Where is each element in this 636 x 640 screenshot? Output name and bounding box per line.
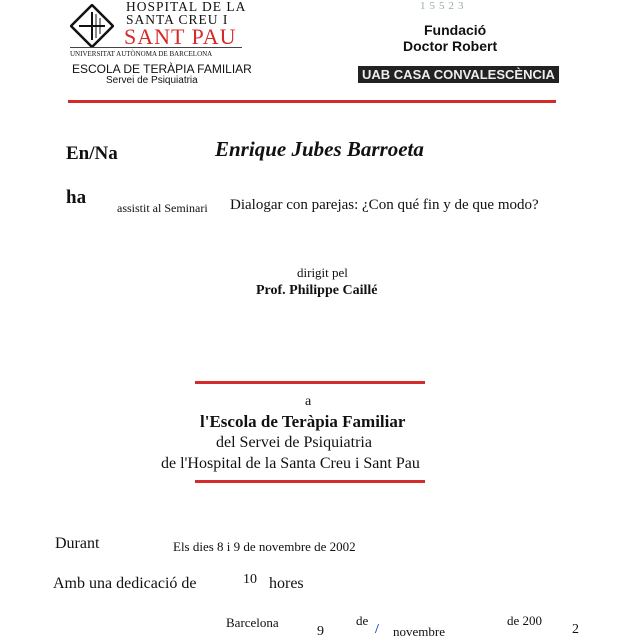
hospital-name-3: SANT PAU [124,24,237,49]
pen-mark: / [375,622,379,637]
venue-line-1: l'Escola de Teràpia Familiar [200,412,406,431]
service: Servei de Psiquiatria [106,75,198,86]
directed-by: dirigit pel [297,265,348,280]
casa-label: CASA CONVALESCÈNCIA [393,67,555,82]
school: ESCOLA DE TERÀPIA FAMILIAR [72,62,252,76]
en-na-label: En/Na [66,143,118,164]
stamp-number: 15523 [420,0,468,12]
venue-top-line [195,381,425,384]
day: 9 [317,624,324,639]
hours-value: 10 [243,572,257,587]
uab-logo: UAB [362,67,391,82]
dates: Els dies 8 i 9 de novembre de 2002 [173,539,356,554]
casa-convalescencia-logo [358,66,559,83]
de-label: de [356,613,369,628]
header-divider [68,100,556,103]
de-year: de 200 [507,613,543,628]
month: novembre [393,624,445,639]
hospital-name-1: HOSPITAL DE LA [126,0,247,14]
director: Prof. Philippe Caillé [256,283,378,298]
hours-label: hores [269,575,304,592]
seminar-title: Dialogar con parejas: ¿Con qué fin y de que modo? [230,197,539,213]
year-digit: 2 [572,622,579,637]
a-label: a [305,394,312,409]
hospital-logo [70,4,114,48]
dedication-label: Amb una dedicació de [53,575,197,592]
durant-label: Durant [55,535,100,552]
ha-label: ha [66,187,87,208]
foundation-2: Doctor Robert [403,38,498,54]
foundation-1: Fundació [424,22,487,38]
hospital-name-2: SANTA CREU I [126,12,229,27]
venue-line-3: de l'Hospital de la Santa Creu i Sant Pau [161,455,420,472]
assist-text: assistit al Seminari [117,201,208,215]
city: Barcelona [226,615,279,630]
recipient-name: Enrique Jubes Barroeta [215,137,424,161]
venue-line-2: del Servei de Psiquiatria [216,434,372,451]
venue-bottom-line [195,480,425,483]
university: UNIVERSITAT AUTÒNOMA DE BARCELONA [70,50,213,58]
